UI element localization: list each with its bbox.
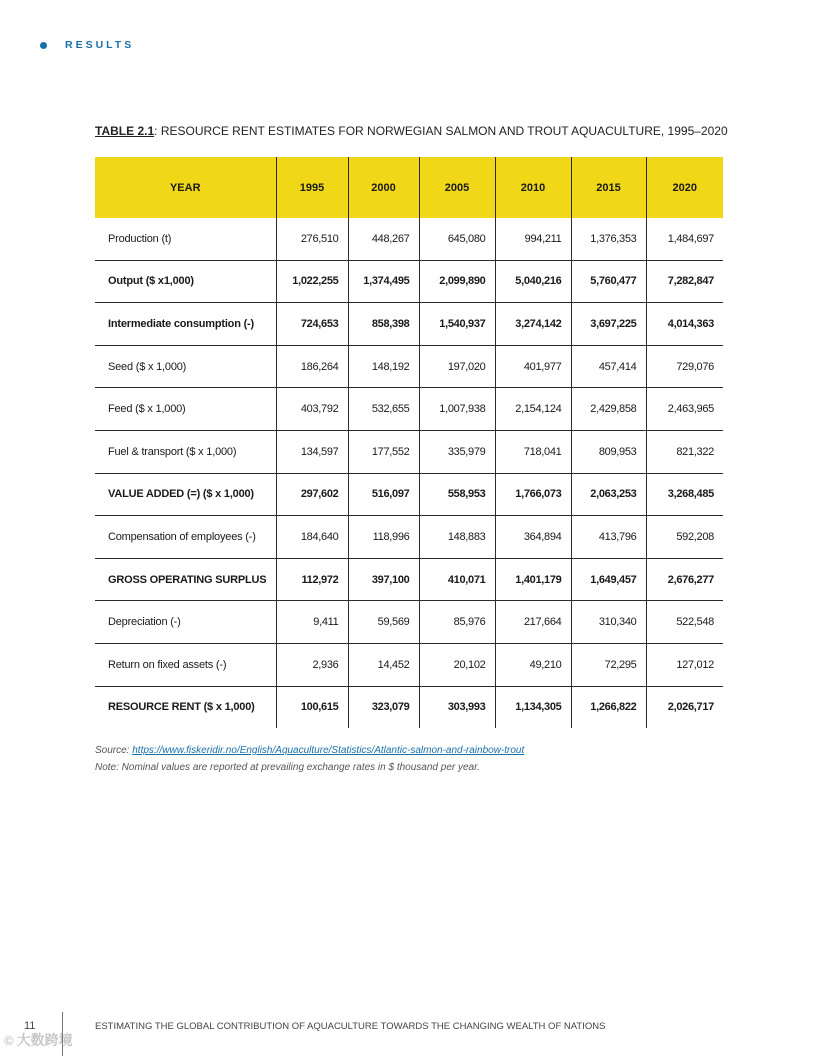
cell-2010: 217,664 bbox=[495, 601, 571, 644]
cell-2020: 592,208 bbox=[646, 516, 723, 559]
cell-1995: 2,936 bbox=[276, 643, 348, 686]
cell-1995: 403,792 bbox=[276, 388, 348, 431]
note-line: Note: Nominal values are reported at prevailing exchange rates in $ thousand per year. bbox=[95, 761, 480, 773]
cell-2005: 303,993 bbox=[419, 686, 495, 728]
cell-2005: 85,976 bbox=[419, 601, 495, 644]
source-link[interactable]: https://www.fiskeridir.no/English/Aquaculture/Statistics/Atlantic-salmon-and-rainbow-trout bbox=[132, 745, 525, 756]
table-number: TABLE 2.1 bbox=[95, 124, 155, 138]
cell-2020: 127,012 bbox=[646, 643, 723, 686]
row-label: Intermediate consumption (-) bbox=[95, 303, 276, 346]
row-label: Feed ($ x 1,000) bbox=[95, 388, 276, 431]
cell-2005: 148,883 bbox=[419, 516, 495, 559]
cell-2005: 20,102 bbox=[419, 643, 495, 686]
cell-2005: 558,953 bbox=[419, 473, 495, 516]
table-title: RESOURCE RENT ESTIMATES FOR NORWEGIAN SALMON AND TROUT AQUACULTURE, 1995–2020 bbox=[160, 124, 728, 138]
cell-2000: 323,079 bbox=[348, 686, 419, 728]
table-row bbox=[95, 686, 723, 728]
cell-2010: 718,041 bbox=[495, 430, 571, 473]
cell-2015: 413,796 bbox=[571, 516, 646, 559]
cell-1995: 134,597 bbox=[276, 430, 348, 473]
cell-2020: 2,676,277 bbox=[646, 558, 723, 601]
table-notes bbox=[95, 743, 524, 776]
cell-1995: 1,022,255 bbox=[276, 260, 348, 303]
cell-2020: 2,463,965 bbox=[646, 388, 723, 431]
cell-2015: 72,295 bbox=[571, 643, 646, 686]
table-header-row bbox=[95, 157, 723, 218]
cell-2015: 1,376,353 bbox=[571, 218, 646, 260]
cell-2010: 1,766,073 bbox=[495, 473, 571, 516]
cell-2000: 516,097 bbox=[348, 473, 419, 516]
cell-2010: 49,210 bbox=[495, 643, 571, 686]
cell-2010: 401,977 bbox=[495, 345, 571, 388]
column-header-2005: 2005 bbox=[419, 157, 495, 218]
cell-2000: 118,996 bbox=[348, 516, 419, 559]
column-header-year: YEAR bbox=[95, 157, 276, 218]
watermark bbox=[4, 1030, 73, 1050]
row-label: Output ($ x1,000) bbox=[95, 260, 276, 303]
cell-2000: 177,552 bbox=[348, 430, 419, 473]
cell-2005: 1,007,938 bbox=[419, 388, 495, 431]
page-number: 11 bbox=[24, 1020, 36, 1032]
section-label: RESULTS bbox=[65, 39, 135, 51]
row-label: Production (t) bbox=[108, 232, 172, 245]
table-row bbox=[95, 601, 723, 644]
cell-2015: 310,340 bbox=[571, 601, 646, 644]
watermark-text: 大数跨境 bbox=[16, 1032, 73, 1048]
cell-2010: 1,134,305 bbox=[495, 686, 571, 728]
cell-1995: 100,615 bbox=[276, 686, 348, 728]
cell-2020: 7,282,847 bbox=[646, 260, 723, 303]
watermark-icon: © bbox=[4, 1032, 14, 1048]
caption-colon: : bbox=[154, 124, 158, 138]
cell-2010: 3,274,142 bbox=[495, 303, 571, 346]
cell-1995: 724,653 bbox=[276, 303, 348, 346]
cell-1995: 184,640 bbox=[276, 516, 348, 559]
cell-2005: 197,020 bbox=[419, 345, 495, 388]
cell-2020: 2,026,717 bbox=[646, 686, 723, 728]
row-label: Compensation of employees (-) bbox=[95, 516, 276, 559]
cell-2005: 410,071 bbox=[419, 558, 495, 601]
table-caption bbox=[95, 124, 728, 138]
cell-2020: 821,322 bbox=[646, 430, 723, 473]
table-row bbox=[95, 516, 723, 559]
row-label: GROSS OPERATING SURPLUS bbox=[95, 558, 276, 601]
table-row bbox=[95, 303, 723, 346]
column-header-2000: 2000 bbox=[348, 157, 419, 218]
cell-2005: 1,540,937 bbox=[419, 303, 495, 346]
column-header-2020: 2020 bbox=[646, 157, 723, 218]
cell-2015: 1,266,822 bbox=[571, 686, 646, 728]
row-label: RESOURCE RENT ($ x 1,000) bbox=[95, 686, 276, 728]
cell-2015: 1,649,457 bbox=[571, 558, 646, 601]
cell-2000: 448,267 bbox=[348, 218, 419, 260]
column-header-2015: 2015 bbox=[571, 157, 646, 218]
source-label: Source: bbox=[95, 745, 130, 756]
table-row bbox=[95, 218, 723, 260]
section-tag bbox=[40, 39, 134, 51]
cell-1995: 276,510 bbox=[276, 218, 348, 260]
cell-2000: 397,100 bbox=[348, 558, 419, 601]
cell-2005: 645,080 bbox=[419, 218, 495, 260]
cell-2010: 2,154,124 bbox=[495, 388, 571, 431]
cell-2000: 858,398 bbox=[348, 303, 419, 346]
cell-2000: 1,374,495 bbox=[348, 260, 419, 303]
cell-2015: 2,429,858 bbox=[571, 388, 646, 431]
cell-2020: 729,076 bbox=[646, 345, 723, 388]
cell-2020: 1,484,697 bbox=[646, 218, 723, 260]
row-label: Fuel & transport ($ x 1,000) bbox=[95, 430, 276, 473]
column-header-2010: 2010 bbox=[495, 157, 571, 218]
cell-2015: 5,760,477 bbox=[571, 260, 646, 303]
cell-2000: 532,655 bbox=[348, 388, 419, 431]
cell-2015: 3,697,225 bbox=[571, 303, 646, 346]
table-row bbox=[95, 473, 723, 516]
table-row bbox=[95, 643, 723, 686]
column-header-1995: 1995 bbox=[276, 157, 348, 218]
row-label: Depreciation (-) bbox=[95, 601, 276, 644]
table-row bbox=[95, 430, 723, 473]
cell-2015: 809,953 bbox=[571, 430, 646, 473]
cell-2010: 1,401,179 bbox=[495, 558, 571, 601]
cell-2020: 4,014,363 bbox=[646, 303, 723, 346]
cell-1995: 186,264 bbox=[276, 345, 348, 388]
running-title: ESTIMATING THE GLOBAL CONTRIBUTION OF AQUACULTURE TOWARDS THE CHANGING WEALTH OF NATIONS bbox=[95, 1021, 606, 1032]
bullet-dot-icon bbox=[40, 42, 47, 49]
cell-2010: 364,894 bbox=[495, 516, 571, 559]
cell-1995: 297,602 bbox=[276, 473, 348, 516]
row-label: VALUE ADDED (=) ($ x 1,000) bbox=[95, 473, 276, 516]
cell-2010: 994,211 bbox=[495, 218, 571, 260]
table-row bbox=[95, 260, 723, 303]
table-row bbox=[95, 388, 723, 431]
cell-2020: 522,548 bbox=[646, 601, 723, 644]
resource-rent-table bbox=[95, 157, 723, 728]
cell-2005: 2,099,890 bbox=[419, 260, 495, 303]
cell-2015: 2,063,253 bbox=[571, 473, 646, 516]
cell-2020: 3,268,485 bbox=[646, 473, 723, 516]
cell-2015: 457,414 bbox=[571, 345, 646, 388]
cell-1995: 112,972 bbox=[276, 558, 348, 601]
row-label: Seed ($ x 1,000) bbox=[95, 345, 276, 388]
cell-2000: 148,192 bbox=[348, 345, 419, 388]
cell-2010: 5,040,216 bbox=[495, 260, 571, 303]
cell-2005: 335,979 bbox=[419, 430, 495, 473]
table-body bbox=[95, 218, 723, 728]
table-row bbox=[95, 558, 723, 601]
source-line bbox=[95, 743, 524, 760]
row-label: Return on fixed assets (-) bbox=[95, 643, 276, 686]
cell-2000: 14,452 bbox=[348, 643, 419, 686]
cell-2000: 59,569 bbox=[348, 601, 419, 644]
cell-1995: 9,411 bbox=[276, 601, 348, 644]
table-row bbox=[95, 345, 723, 388]
